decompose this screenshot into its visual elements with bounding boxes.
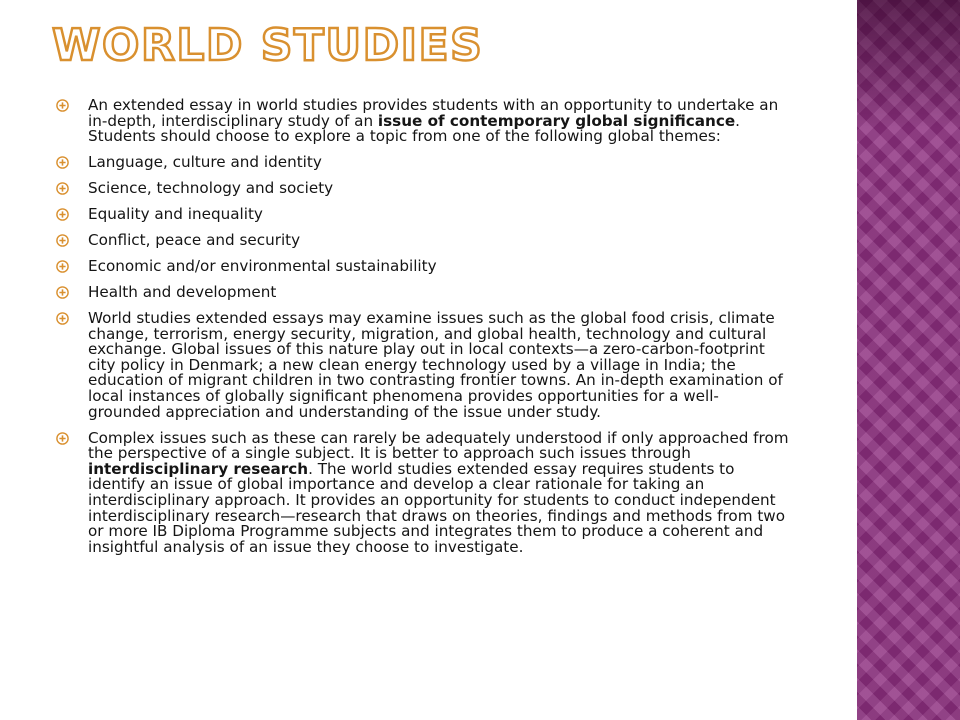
bullet-text: Science, technology and society bbox=[88, 179, 334, 198]
bullet-list bbox=[54, 98, 789, 566]
bullet-item-examples bbox=[54, 311, 789, 420]
bullet-item-theme bbox=[54, 207, 789, 223]
circled-plus-icon bbox=[56, 432, 69, 445]
circled-plus-icon bbox=[56, 234, 69, 247]
decorative-side-band bbox=[857, 0, 960, 720]
bullet-text: An extended essay in world studies provides students with an opportunity to undertake an in-depth, interdisciplinary study of an bbox=[88, 96, 779, 130]
bullet-text: . Students should choose to explore a topic from one of the following global themes: bbox=[88, 111, 740, 146]
bullet-item-theme bbox=[54, 233, 789, 249]
bullet-text: Complex issues such as these can rarely be adequately understood if only approached from the perspective of a single subject. It is better to approach such issues through bbox=[88, 428, 789, 463]
bullet-item-intro bbox=[54, 98, 789, 145]
bullet-text: Economic and/or environmental sustainability bbox=[88, 257, 437, 276]
circled-plus-icon bbox=[56, 99, 69, 112]
bullet-item-theme bbox=[54, 259, 789, 275]
circled-plus-icon bbox=[56, 286, 69, 299]
bullet-text: Conflict, peace and security bbox=[88, 231, 301, 250]
bullet-text-bold: interdisciplinary research bbox=[88, 459, 309, 478]
circled-plus-icon bbox=[56, 260, 69, 273]
bullet-text: . The world studies extended essay requires students to identify an issue of global importance and develop a clear rationale for taking an interdisciplinary approach. It provides an opportunity for students to conduct independent interdisciplinary research—research that draws on theories, findings and methods from two or more IB Diploma Programme subjects and integrates them to produce a coherent and insightful analysis of an issue they choose to investigate. bbox=[88, 459, 786, 556]
circled-plus-icon bbox=[56, 156, 69, 169]
bullet-text: World studies extended essays may examine issues such as the global food crisis, climate change, terrorism, energy security, migration, and global health, technology and cultural exchange. Global issues of this nature play out in local contexts—a zero-carbon-footprint city policy in Denmark; a new clean energy technology used by a village in India; the education of migrant children in two contrasting frontier towns. An in-depth examination of local instances of globally significant phenomena provides opportunities for a well-grounded appreciation and understanding of the issue under study. bbox=[88, 309, 783, 421]
bullet-text: Health and development bbox=[88, 283, 277, 302]
bullet-text: Equality and inequality bbox=[88, 205, 263, 224]
bullet-text-bold: issue of contemporary global significance bbox=[377, 111, 736, 130]
bullet-item-theme bbox=[54, 181, 789, 197]
slide-title: WORLD STUDIES bbox=[52, 20, 484, 71]
circled-plus-icon bbox=[56, 182, 69, 195]
circled-plus-icon bbox=[56, 312, 69, 325]
bullet-item-theme bbox=[54, 285, 789, 301]
circled-plus-icon bbox=[56, 208, 69, 221]
bullet-text: Language, culture and identity bbox=[88, 153, 322, 172]
bullet-item-complex-issues bbox=[54, 428, 789, 556]
bullet-item-theme bbox=[54, 155, 789, 171]
